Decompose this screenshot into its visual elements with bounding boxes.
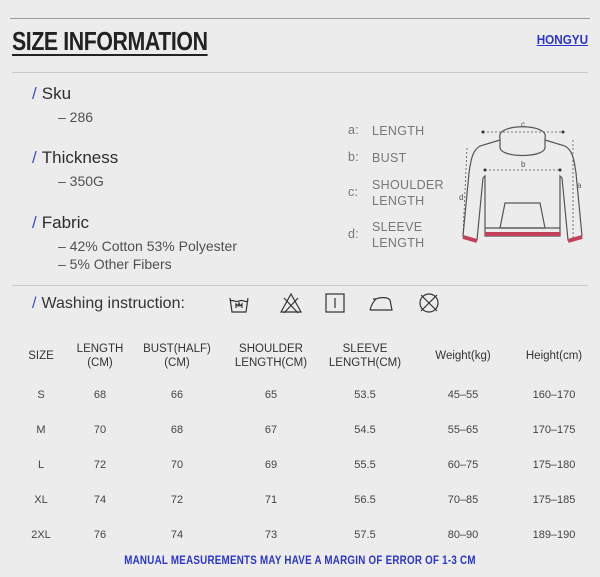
- table-cell: 72: [93, 459, 107, 471]
- diagram-label-d: d: [459, 193, 464, 202]
- brand-link[interactable]: HONGYU: [536, 32, 588, 47]
- table-cell: 55.5: [354, 459, 376, 471]
- header-size: SIZE: [28, 350, 54, 362]
- table-cell: 160–170: [532, 389, 576, 401]
- table-cell: 68: [93, 389, 107, 401]
- no-dry-clean-icon: [418, 292, 440, 314]
- table-cell: 55–65: [447, 424, 479, 436]
- thickness-value: – 350G: [58, 173, 104, 189]
- top-divider: [10, 18, 590, 19]
- header-weight: Weight(kg): [435, 350, 491, 362]
- table-row-size: S: [37, 389, 45, 401]
- table-cell: 65: [264, 389, 278, 401]
- table-cell: 170–175: [532, 424, 576, 436]
- table-cell: 54.5: [354, 424, 376, 436]
- table-cell: 73: [264, 529, 278, 541]
- diagram-label-a: a: [577, 181, 582, 190]
- sku-heading: / Sku: [32, 84, 72, 103]
- header-sleeve: SLEEVE LENGTH(CM): [328, 343, 402, 369]
- hang-dry-icon: [324, 292, 346, 314]
- diagram-label-c: c: [521, 120, 525, 129]
- table-cell: 66: [170, 389, 184, 401]
- header-shoulder: SHOULDER LENGTH(CM): [234, 343, 308, 369]
- table-row-size: XL: [34, 494, 48, 506]
- no-bleach-icon: [280, 292, 302, 314]
- table-row-size: 2XL: [31, 529, 51, 541]
- legend-sleeve: d: SLEEVE LENGTH: [348, 220, 425, 250]
- header-length: LENGTH (CM): [76, 343, 124, 369]
- table-cell: 70: [170, 459, 184, 471]
- legend-shoulder: c: SHOULDER LENGTH: [348, 178, 444, 208]
- table-cell: 45–55: [447, 389, 479, 401]
- table-cell: 68: [170, 424, 184, 436]
- table-cell: 189–190: [532, 529, 576, 541]
- table-cell: 57.5: [354, 529, 376, 541]
- table-cell: 74: [93, 494, 107, 506]
- table-cell: 70: [93, 424, 107, 436]
- washing-heading: / Washing instruction:: [32, 295, 185, 312]
- legend-length: a: LENGTH: [348, 123, 425, 138]
- fabric-heading: / Fabric: [32, 213, 89, 232]
- hoodie-diagram: [455, 118, 590, 253]
- table-row-size: M: [36, 424, 46, 436]
- iron-icon: [368, 292, 394, 314]
- table-cell: 72: [170, 494, 184, 506]
- header-bust: BUST(HALF) (CM): [143, 343, 211, 369]
- table-cell: 71: [264, 494, 278, 506]
- page-title: SIZE INFORMATION: [12, 26, 208, 56]
- section-divider: [12, 285, 588, 286]
- table-cell: 175–180: [532, 459, 576, 471]
- table-row-size: L: [37, 459, 45, 471]
- table-cell: 74: [170, 529, 184, 541]
- table-cell: 76: [93, 529, 107, 541]
- header-divider: [12, 72, 588, 73]
- sku-value: – 286: [58, 109, 94, 125]
- header-height: Height(cm): [525, 350, 583, 362]
- table-cell: 53.5: [354, 389, 376, 401]
- table-cell: 67: [264, 424, 278, 436]
- table-cell: 175–185: [532, 494, 576, 506]
- table-cell: 70–85: [447, 494, 479, 506]
- footer-note: MANUAL MEASUREMENTS MAY HAVE A MARGIN OF ERROR OF 1-3 CM: [124, 555, 476, 567]
- table-cell: 60–75: [447, 459, 479, 471]
- table-cell: 56.5: [354, 494, 376, 506]
- fabric-value-1: – 42% Cotton 53% Polyester: [58, 238, 237, 254]
- legend-bust: b: BUST: [348, 150, 407, 165]
- thickness-heading: / Thickness: [32, 148, 119, 167]
- diagram-label-b: b: [521, 160, 526, 169]
- fabric-value-2: – 5% Other Fibers: [58, 256, 172, 272]
- table-cell: 69: [264, 459, 278, 471]
- table-cell: 80–90: [447, 529, 479, 541]
- hand-wash-icon: [228, 292, 250, 314]
